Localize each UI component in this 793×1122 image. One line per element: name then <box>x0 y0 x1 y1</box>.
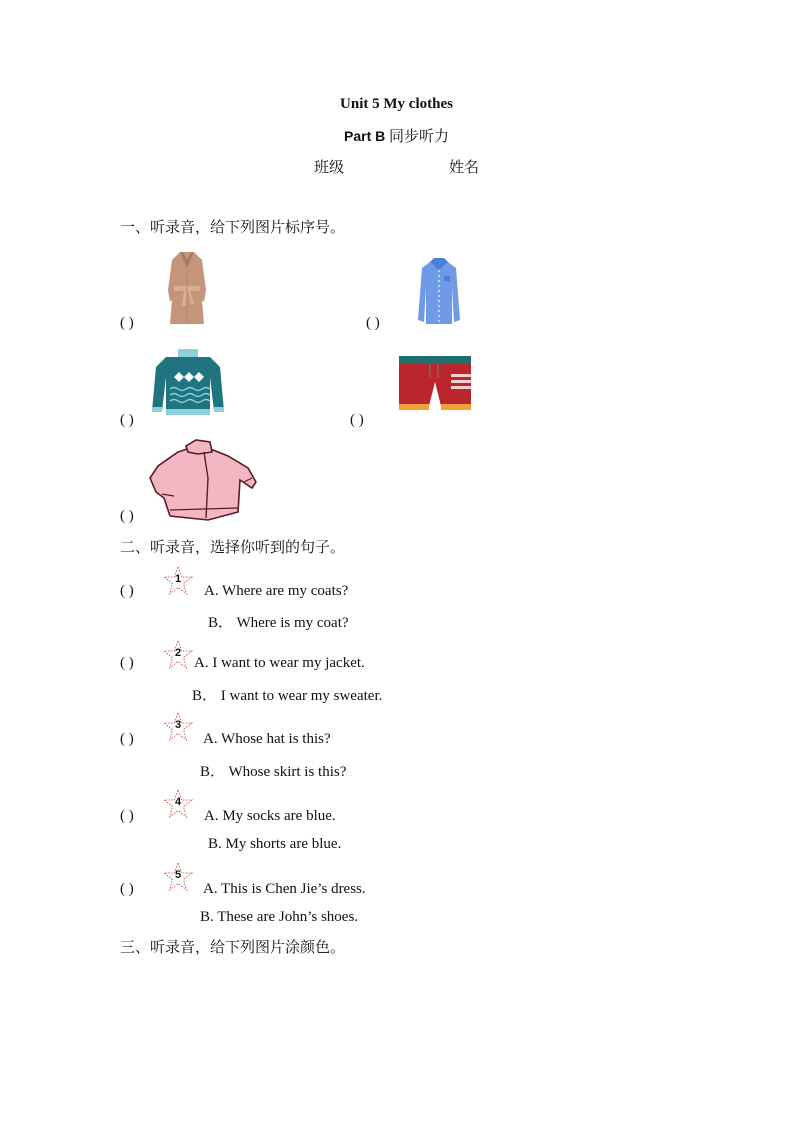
q5-option-b: B. These are John’s shoes. <box>200 909 359 925</box>
q1-option-a: A. Where are my coats? <box>204 583 349 599</box>
q5-star-icon <box>163 862 193 892</box>
worksheet-subtitle <box>0 125 793 146</box>
shorts-image <box>397 356 473 412</box>
q2-option-b: B． I want to wear my sweater. <box>192 688 383 704</box>
q1-star-icon <box>163 566 193 596</box>
q3-star-icon <box>163 712 193 742</box>
answer-paren-3[interactable]: ( ) <box>120 412 134 428</box>
q5-answer-paren[interactable]: ( ) <box>120 881 134 897</box>
answer-paren-4[interactable]: ( ) <box>350 412 364 428</box>
section2-heading: 二、听录音，选择你听到的句子。 <box>120 538 346 556</box>
q4-option-b: B. My shorts are blue. <box>208 836 342 852</box>
sweater-image <box>150 347 226 417</box>
answer-paren-5[interactable]: ( ) <box>120 508 134 524</box>
q2-answer-paren[interactable]: ( ) <box>120 655 134 671</box>
part-label: Part B <box>344 128 386 144</box>
q3-answer-paren[interactable]: ( ) <box>120 731 134 747</box>
q1-option-b: B． Where is my coat? <box>208 615 349 631</box>
part-cn-label: 同步听力 <box>388 127 449 145</box>
worksheet-title: Unit 5 My clothes <box>340 96 453 112</box>
answer-paren-1[interactable]: ( ) <box>120 315 134 331</box>
q3-number: 3 <box>174 719 182 731</box>
answer-paren-2[interactable]: ( ) <box>366 315 380 331</box>
q5-option-a: A. This is Chen Jie’s dress. <box>203 881 366 897</box>
q4-answer-paren[interactable]: ( ) <box>120 808 134 824</box>
class-label: 班级 <box>314 158 345 176</box>
q4-option-a: A. My socks are blue. <box>204 808 336 824</box>
q2-number: 2 <box>174 647 182 659</box>
q1-answer-paren[interactable]: ( ) <box>120 583 134 599</box>
q2-star-icon <box>163 640 193 670</box>
q5-number: 5 <box>174 869 182 881</box>
section1-heading: 一、听录音，给下列图片标序号。 <box>120 218 346 236</box>
q4-star-icon <box>163 789 193 819</box>
q2-option-a: A. I want to wear my jacket. <box>194 655 365 671</box>
q4-number: 4 <box>174 796 182 808</box>
q3-option-a: A. Whose hat is this? <box>203 731 331 747</box>
shirt-image <box>416 258 462 326</box>
coat-image <box>164 250 210 326</box>
jacket-image <box>148 438 258 524</box>
section3-heading: 三、听录音，给下列图片涂颜色。 <box>120 938 346 956</box>
name-label: 姓名 <box>449 158 480 176</box>
q1-number: 1 <box>174 573 182 585</box>
q3-option-b: B． Whose skirt is this? <box>200 764 347 780</box>
